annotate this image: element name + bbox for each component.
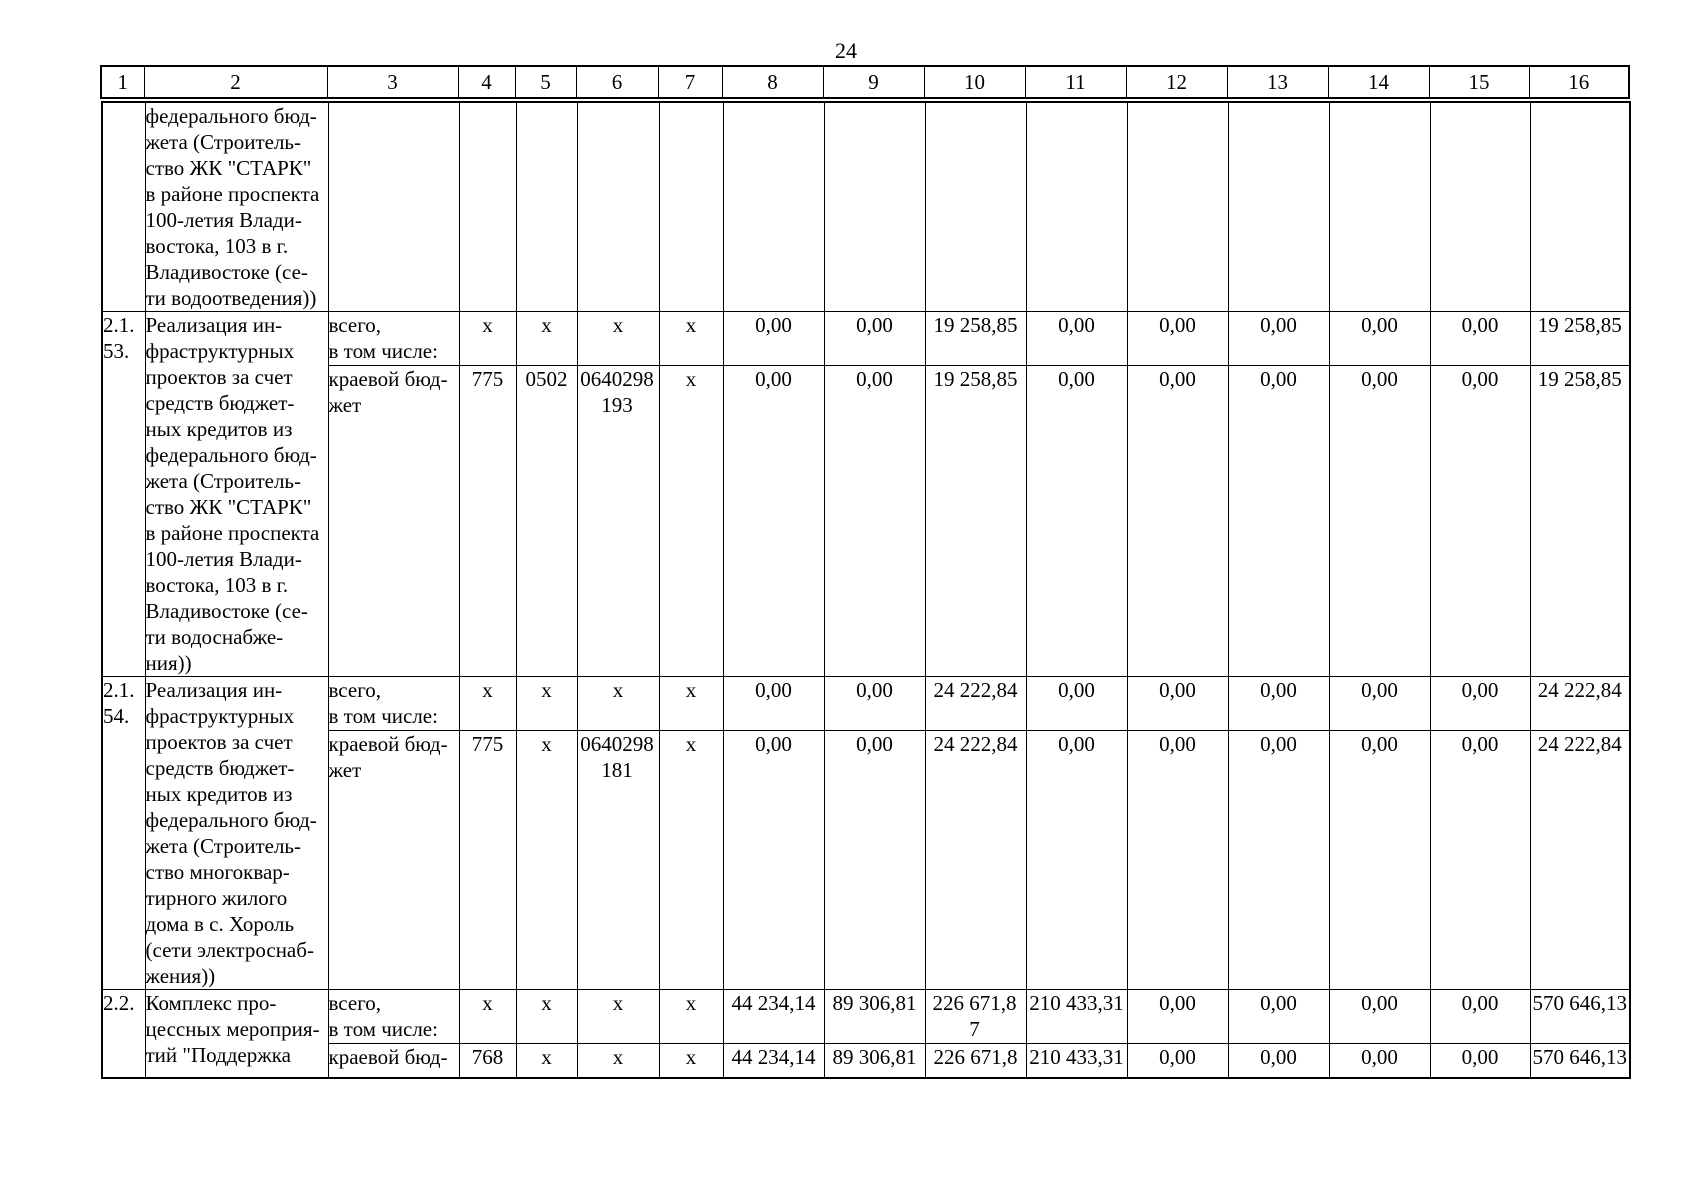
cell-c4: х xyxy=(459,990,516,1044)
cell xyxy=(516,102,577,312)
cell-c10: 19 258,85 xyxy=(925,312,1026,366)
cell-c16: 19 258,85 xyxy=(1530,366,1630,677)
cell-c5: х xyxy=(516,677,577,731)
cell-c13: 0,00 xyxy=(1228,731,1329,990)
col-number-12: 12 xyxy=(1126,66,1227,98)
cell-c8: 44 234,14 xyxy=(723,990,824,1044)
col-number-4: 4 xyxy=(458,66,515,98)
cell-c7: х xyxy=(659,312,723,366)
page-number: 24 xyxy=(835,38,857,63)
cell-c13: 0,00 xyxy=(1228,677,1329,731)
table-row xyxy=(102,990,1630,1044)
cell-c14: 0,00 xyxy=(1329,1044,1430,1078)
cell-c5: х xyxy=(516,731,577,990)
cell-c6: х xyxy=(577,1044,659,1078)
cell-c16: 24 222,84 xyxy=(1530,731,1630,990)
cell-c16: 19 258,85 xyxy=(1530,312,1630,366)
cell-c9: 0,00 xyxy=(824,366,925,677)
table-row xyxy=(102,731,1630,990)
cell xyxy=(1127,102,1228,312)
cell-c7: х xyxy=(659,731,723,990)
column-number-header xyxy=(100,65,1630,99)
col-number-1: 1 xyxy=(101,66,144,98)
cell-c7: х xyxy=(659,990,723,1044)
cell-c15: 0,00 xyxy=(1430,990,1530,1044)
cell-c8: 0,00 xyxy=(723,731,824,990)
cell xyxy=(577,102,659,312)
table-row xyxy=(102,102,1630,312)
funding-source: всего, в том числе: xyxy=(328,990,459,1044)
col-number-2: 2 xyxy=(144,66,327,98)
cell-c10: 226 671,8 xyxy=(925,1044,1026,1078)
col-number-13: 13 xyxy=(1227,66,1328,98)
cell-c5: х xyxy=(516,312,577,366)
cell-c15: 0,00 xyxy=(1430,731,1530,990)
cell-c14: 0,00 xyxy=(1329,366,1430,677)
cell-c9: 89 306,81 xyxy=(824,990,925,1044)
col-number-7: 7 xyxy=(658,66,722,98)
cell-c5: х xyxy=(516,990,577,1044)
col-number-9: 9 xyxy=(823,66,924,98)
cell xyxy=(1430,102,1530,312)
col-number-10: 10 xyxy=(924,66,1025,98)
cell-c15: 0,00 xyxy=(1430,1044,1530,1078)
cell-c16: 24 222,84 xyxy=(1530,677,1630,731)
col-number-8: 8 xyxy=(722,66,823,98)
row-number: 2.1. 54. xyxy=(102,677,145,990)
cell-c8: 0,00 xyxy=(723,312,824,366)
cell-c12: 0,00 xyxy=(1127,677,1228,731)
cell-c6: х xyxy=(577,312,659,366)
cell-c10: 24 222,84 xyxy=(925,731,1026,990)
cell-c10: 24 222,84 xyxy=(925,677,1026,731)
cell-c14: 0,00 xyxy=(1329,677,1430,731)
cell-c9: 0,00 xyxy=(824,312,925,366)
cell-c6: 0640298 181 xyxy=(577,731,659,990)
cell-c7: х xyxy=(659,1044,723,1078)
cell xyxy=(659,102,723,312)
cell xyxy=(328,102,459,312)
funding-source: всего, в том числе: xyxy=(328,677,459,731)
row-description: Комплекс про- цессных мероприя- тий "Поддержка xyxy=(145,990,328,1078)
cell-c13: 0,00 xyxy=(1228,366,1329,677)
cell-c6: х xyxy=(577,677,659,731)
cell-c8: 0,00 xyxy=(723,366,824,677)
table-row xyxy=(102,1044,1630,1078)
cell-c11: 0,00 xyxy=(1026,677,1127,731)
cell-c16: 570 646,13 xyxy=(1530,990,1630,1044)
cell-c9: 0,00 xyxy=(824,677,925,731)
cell-c15: 0,00 xyxy=(1430,312,1530,366)
funding-source: всего, в том числе: xyxy=(328,312,459,366)
funding-source: краевой бюд- xyxy=(328,1044,459,1078)
row-number: 2.1. 53. xyxy=(102,312,145,677)
cell xyxy=(1530,102,1630,312)
cell-c10: 226 671,8 7 xyxy=(925,990,1026,1044)
cell-c4: х xyxy=(459,312,516,366)
cell-c4: 775 xyxy=(459,731,516,990)
cell-c7: х xyxy=(659,677,723,731)
col-number-15: 15 xyxy=(1429,66,1529,98)
cell-c5: 0502 xyxy=(516,366,577,677)
funding-source: краевой бюд- жет xyxy=(328,366,459,677)
cell-c14: 0,00 xyxy=(1329,990,1430,1044)
cell-c14: 0,00 xyxy=(1329,731,1430,990)
cell xyxy=(1228,102,1329,312)
cell-c6: х xyxy=(577,990,659,1044)
cell-c11: 210 433,31 xyxy=(1026,1044,1127,1078)
cell-c6: 0640298 193 xyxy=(577,366,659,677)
row-description: Реализация ин- фраструктурных проектов за счет средств бюджет- ных кредитов из федерального бюд- жета (Строитель- ство ЖК "СТАРК" в районе проспекта 100-летия Влади- востока, 103 в г. Владивостоке (се- ти водоснабже- ния)) xyxy=(145,312,328,677)
cell-c5: х xyxy=(516,1044,577,1078)
table-row xyxy=(102,312,1630,366)
cell-c9: 0,00 xyxy=(824,731,925,990)
cell-c14: 0,00 xyxy=(1329,312,1430,366)
col-number-14: 14 xyxy=(1328,66,1429,98)
table-row xyxy=(102,677,1630,731)
cell xyxy=(1329,102,1430,312)
table-row xyxy=(102,366,1630,677)
cell xyxy=(925,102,1026,312)
col-number-6: 6 xyxy=(576,66,658,98)
cell xyxy=(824,102,925,312)
cell-c12: 0,00 xyxy=(1127,312,1228,366)
cell xyxy=(723,102,824,312)
cell-c13: 0,00 xyxy=(1228,312,1329,366)
cell-c15: 0,00 xyxy=(1430,366,1530,677)
row-description: Реализация ин- фраструктурных проектов за счет средств бюджет- ных кредитов из федерального бюд- жета (Строитель- ство многоквар- тирного жилого дома в с. Хороль (сети электроснаб- жения)) xyxy=(145,677,328,990)
cell-c12: 0,00 xyxy=(1127,366,1228,677)
cell-c4: 768 xyxy=(459,1044,516,1078)
col-number-5: 5 xyxy=(515,66,576,98)
cell-c8: 44 234,14 xyxy=(723,1044,824,1078)
cell-c4: х xyxy=(459,677,516,731)
cell-c16: 570 646,13 xyxy=(1530,1044,1630,1078)
cell-c11: 210 433,31 xyxy=(1026,990,1127,1044)
row-number: 2.2. xyxy=(102,990,145,1078)
cell xyxy=(459,102,516,312)
cell-c11: 0,00 xyxy=(1026,312,1127,366)
col-number-11: 11 xyxy=(1025,66,1126,98)
cell-c11: 0,00 xyxy=(1026,731,1127,990)
cell-c8: 0,00 xyxy=(723,677,824,731)
cell-c11: 0,00 xyxy=(1026,366,1127,677)
cell xyxy=(1026,102,1127,312)
col-number-3: 3 xyxy=(327,66,458,98)
row-description: федерального бюд- жета (Строитель- ство ЖК "СТАРК" в районе проспекта 100-летия Влади- востока, 103 в г. Владивостоке (се- ти водоотведения)) xyxy=(145,102,328,312)
cell-c12: 0,00 xyxy=(1127,990,1228,1044)
cell-c10: 19 258,85 xyxy=(925,366,1026,677)
budget-table xyxy=(101,101,1631,1079)
cell-c12: 0,00 xyxy=(1127,731,1228,990)
cell-c12: 0,00 xyxy=(1127,1044,1228,1078)
cell-c4: 775 xyxy=(459,366,516,677)
row-number-cell xyxy=(102,102,145,312)
cell-c13: 0,00 xyxy=(1228,990,1329,1044)
funding-source: краевой бюд- жет xyxy=(328,731,459,990)
col-number-16: 16 xyxy=(1529,66,1629,98)
cell-c7: х xyxy=(659,366,723,677)
cell-c13: 0,00 xyxy=(1228,1044,1329,1078)
cell-c9: 89 306,81 xyxy=(824,1044,925,1078)
cell-c15: 0,00 xyxy=(1430,677,1530,731)
